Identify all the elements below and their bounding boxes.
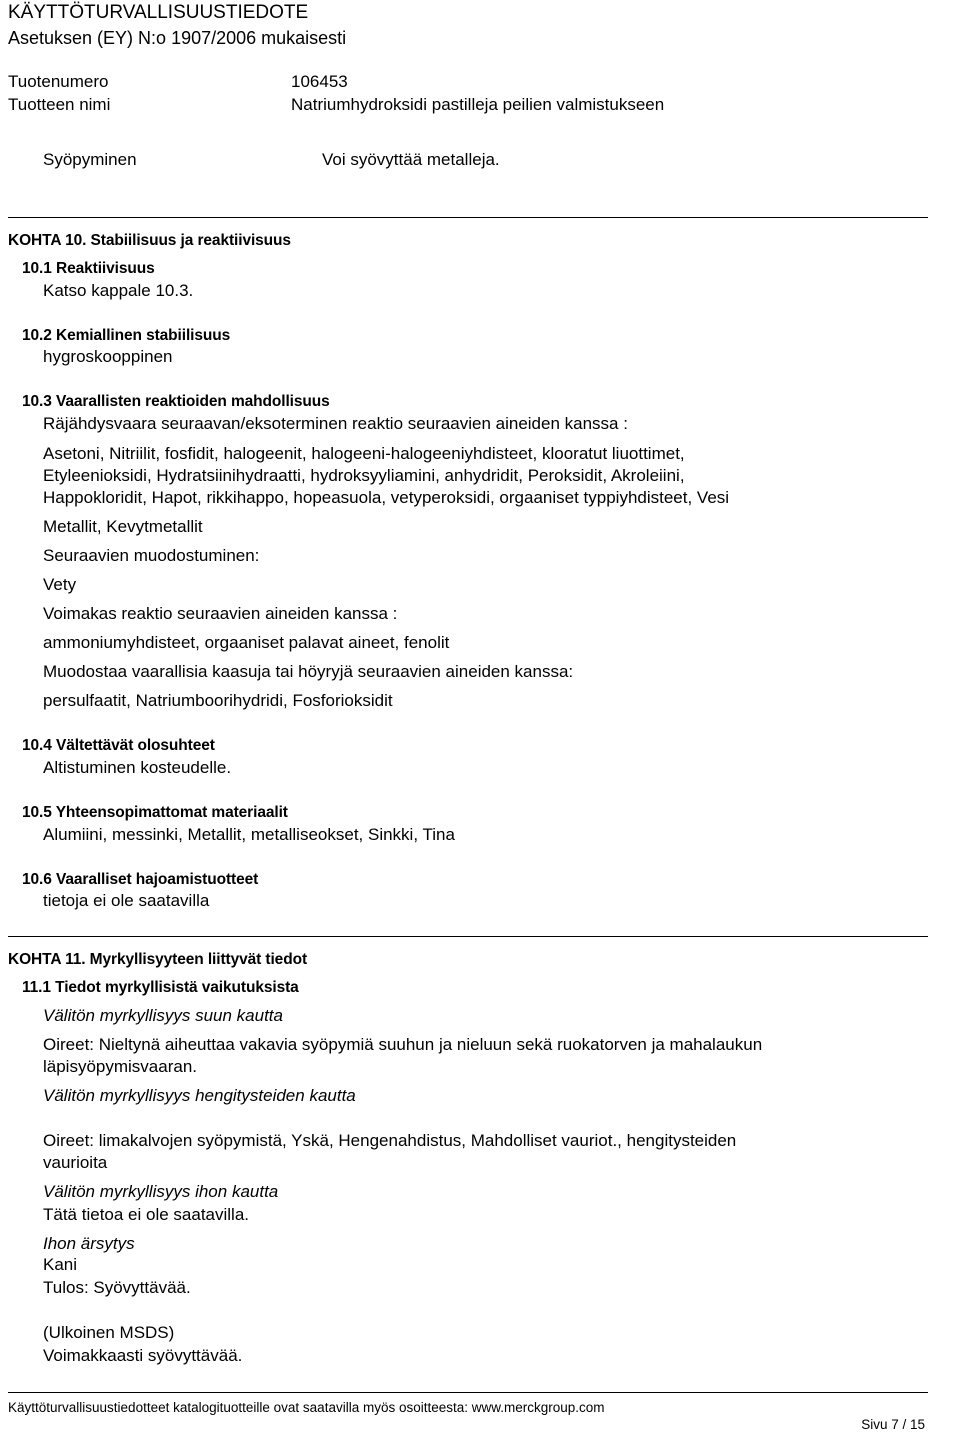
subsection-heading: 10.5 Yhteensopimattomat materiaalit [22, 804, 288, 821]
section-heading: KOHTA 10. Stabiilisuus ja reaktiivisuus [8, 232, 291, 249]
subsection-heading: 11.1 Tiedot myrkyllisistä vaikutuksista [22, 979, 299, 996]
subsection-text: ammoniumyhdisteet, orgaaniset palavat aineet, fenolit [43, 633, 450, 652]
footer-note: Käyttöturvallisuustiedotteet katalogituotteille ovat saatavilla myös osoitteesta: www.merckgroup.com [8, 1400, 605, 1415]
product-number-value: 106453 [291, 72, 348, 91]
subsection-text: läpisyöpymisvaaran. [43, 1057, 198, 1076]
subsection-text: Tätä tietoa ei ole saatavilla. [43, 1205, 250, 1224]
subsection-text: persulfaatit, Natriumboorihydridi, Fosforioksidit [43, 691, 393, 710]
subsection-text: Voimakkaasti syövyttävää. [43, 1346, 243, 1365]
page-number: Sivu 7 / 15 [861, 1417, 925, 1432]
property-label: Syöpyminen [43, 150, 137, 169]
subsection-text: Oireet: Nieltynä aiheuttaa vakavia syöpymiä suuhun ja nieluun sekä ruokatorven ja mahalaukun [43, 1035, 763, 1054]
subsection-heading: 10.1 Reaktiivisuus [22, 260, 155, 277]
subsection-text: Altistuminen kosteudelle. [43, 758, 232, 777]
subsection-text: Katso kappale 10.3. [43, 281, 194, 300]
section-divider [8, 217, 928, 218]
footer-divider [8, 1392, 928, 1393]
subsection-text: Voimakas reaktio seuraavien aineiden kanssa : [43, 604, 398, 623]
subsection-text: Seuraavien muodostuminen: [43, 546, 260, 565]
toxicity-route-label: Välitön myrkyllisyys ihon kautta [43, 1182, 279, 1201]
subsection-heading: 10.4 Vältettävät olosuhteet [22, 737, 215, 754]
subsection-heading: 10.3 Vaarallisten reaktioiden mahdollisuus [22, 393, 330, 410]
subsection-text: Vety [43, 575, 77, 594]
document-title: KÄYTTÖTURVALLISUUSTIEDOTE [8, 2, 309, 23]
subsection-text: Asetoni, Nitriilit, fosfidit, halogeenit, halogeeni-halogeeniyhdisteet, klooratut liuottimet, [43, 444, 685, 463]
subsection-text: tietoja ei ole saatavilla [43, 891, 210, 910]
toxicity-route-label: Välitön myrkyllisyys suun kautta [43, 1006, 283, 1025]
toxicity-route-label: Ihon ärsytys [43, 1234, 135, 1253]
product-number-label: Tuotenumero [8, 72, 109, 91]
subsection-text: Metallit, Kevytmetallit [43, 517, 203, 536]
subsection-text: Tulos: Syövyttävää. [43, 1278, 191, 1297]
subsection-heading: 10.2 Kemiallinen stabiilisuus [22, 327, 231, 344]
subsection-text: Happokloridit, Hapot, rikkihappo, hopeasuola, vetyperoksidi, orgaaniset typpiyhdisteet, Vesi [43, 488, 730, 507]
subsection-text: Etyleenioksidi, Hydratsiinihydraatti, hydroksyyliamini, anhydridit, Peroksidit, Akroleiini, [43, 466, 685, 485]
subsection-heading: 10.6 Vaaralliset hajoamistuotteet [22, 871, 259, 888]
subsection-text: vaurioita [43, 1153, 108, 1172]
section-divider [8, 936, 928, 937]
subsection-text: Räjähdysvaara seuraavan/eksoterminen reaktio seuraavien aineiden kanssa : [43, 414, 628, 433]
subsection-text: Kani [43, 1255, 78, 1274]
subsection-text: Alumiini, messinki, Metallit, metalliseokset, Sinkki, Tina [43, 825, 455, 844]
regulation-subtitle: Asetuksen (EY) N:o 1907/2006 mukaisesti [8, 28, 347, 48]
product-name-label: Tuotteen nimi [8, 95, 111, 114]
subsection-text: Oireet: limakalvojen syöpymistä, Yskä, Hengenahdistus, Mahdolliset vauriot., hengitysteiden [43, 1131, 737, 1150]
subsection-text: hygroskooppinen [43, 347, 173, 366]
toxicity-route-label: Välitön myrkyllisyys hengitysteiden kautta [43, 1086, 356, 1105]
subsection-text: (Ulkoinen MSDS) [43, 1323, 175, 1342]
property-value: Voi syövyttää metalleja. [322, 150, 500, 169]
section-heading: KOHTA 11. Myrkyllisyyteen liittyvät tiedot [8, 951, 308, 968]
subsection-text: Muodostaa vaarallisia kaasuja tai höyryjä seuraavien aineiden kanssa: [43, 662, 574, 681]
product-name-value: Natriumhydroksidi pastilleja peilien valmistukseen [291, 95, 665, 114]
